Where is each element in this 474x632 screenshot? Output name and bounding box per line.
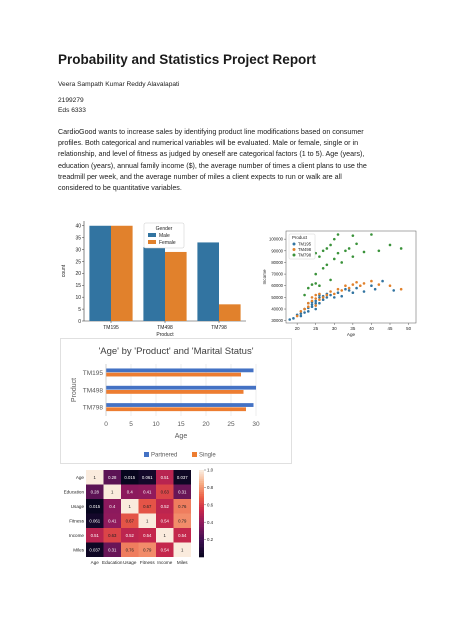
legend-label: TM195 (298, 241, 312, 247)
point-tm195 (374, 288, 377, 291)
column-label: Fitness (139, 560, 155, 565)
course-code: Eds 6333 (58, 107, 86, 114)
colorbar-segment (199, 479, 204, 481)
colorbar-segment (199, 535, 204, 537)
colorbar-segment (199, 529, 204, 531)
point-tm195 (322, 298, 325, 301)
cell-label: 0.015 (124, 474, 136, 480)
legend-label: TM798 (298, 252, 312, 258)
legend-swatch (148, 233, 156, 237)
row-label: Usage (70, 503, 84, 509)
paragraph-line: considered to be quantitative variables. (58, 184, 182, 193)
colorbar-segment (199, 533, 204, 535)
x-tick-label: 20 (294, 326, 300, 331)
age-marital-bar-chart (60, 338, 292, 464)
x-axis-title: Age (346, 332, 356, 337)
y-tick-label: 5 (78, 306, 81, 313)
x-axis-title: Age (174, 433, 188, 440)
y-tick-label: 35 (75, 235, 81, 242)
x-tick-label: 25 (227, 421, 235, 428)
point-tm195 (300, 312, 303, 315)
cell-label: 0.52 (160, 503, 169, 509)
column-label: Income (157, 560, 173, 565)
bar-partnered (106, 386, 256, 390)
colorbar-segment (199, 514, 204, 516)
point-tm195 (314, 300, 317, 303)
point-tm195 (318, 302, 321, 305)
cell-label: 0.31 (108, 547, 117, 553)
point-tm798 (344, 249, 347, 252)
point-tm498 (363, 282, 366, 285)
cell-label: 0.52 (125, 532, 134, 538)
x-tick-label: TM195 (103, 325, 119, 331)
point-tm498 (344, 284, 347, 287)
correlation-heatmap (58, 466, 230, 576)
colorbar-segment (199, 550, 204, 552)
x-tick-label: 30 (252, 421, 260, 428)
colorbar-segment (199, 477, 204, 479)
bar-partnered (106, 368, 254, 372)
point-tm498 (318, 298, 321, 301)
y-tick-label: 20 (75, 271, 81, 278)
column-label: Usage (123, 560, 137, 565)
y-tick-label: 10 (75, 294, 81, 301)
bar-single (106, 407, 246, 411)
point-tm798 (318, 255, 321, 258)
cell-label: 0.54 (143, 532, 152, 538)
cell-label: 0.28 (108, 474, 117, 480)
point-tm195 (352, 291, 355, 294)
point-tm195 (288, 318, 291, 321)
colorbar-segment (199, 483, 204, 485)
point-tm498 (318, 293, 321, 296)
legend-label: Partnered (151, 452, 178, 459)
colorbar-segment (199, 548, 204, 550)
legend-label: Female (159, 240, 176, 246)
colorbar-segment (199, 485, 204, 487)
cell-label: 0.79 (178, 518, 187, 524)
x-tick-label: 25 (313, 326, 319, 331)
point-tm195 (337, 291, 340, 294)
colorbar-segment (199, 490, 204, 492)
bar-single (106, 373, 241, 377)
point-tm798 (337, 252, 340, 255)
point-tm195 (300, 315, 303, 318)
column-label: Age (90, 560, 99, 565)
colorbar-segment (199, 546, 204, 548)
y-tick-label: 25 (75, 259, 81, 266)
colorbar-segment (199, 492, 204, 494)
x-tick-label: 40 (368, 326, 374, 331)
point-tm498 (322, 296, 325, 299)
bar-female (165, 252, 187, 321)
y-tick-label: 80000 (271, 259, 283, 265)
point-tm798 (307, 287, 310, 290)
point-tm195 (292, 317, 295, 320)
cell-label: 0.015 (89, 503, 101, 509)
paragraph-line: CardioGood wants to increase sales by identifying product line modifications based on consumer (58, 128, 364, 136)
point-tm498 (359, 284, 362, 287)
point-tm798 (326, 263, 329, 266)
cell-label: 0.76 (178, 503, 187, 509)
point-tm498 (389, 284, 392, 287)
y-tick-label: 15 (75, 283, 81, 290)
point-tm798 (337, 233, 340, 236)
point-tm498 (300, 310, 303, 313)
colorbar-segment (199, 520, 204, 522)
colorbar-segment (199, 470, 204, 472)
point-tm498 (333, 293, 336, 296)
colorbar-segment (199, 522, 204, 524)
colorbar-segment (199, 542, 204, 544)
y-tick-label: 0 (78, 318, 81, 325)
cell-label: 1 (181, 547, 184, 553)
colorbar-segment (199, 518, 204, 520)
paragraph-line: treadmill per week, and the average number of miles a client expects to run or walk are all (58, 172, 342, 181)
point-tm498 (400, 288, 403, 291)
point-tm195 (381, 280, 384, 283)
student-id: 2199279 (58, 97, 84, 104)
colorbar-label: 0.4 (207, 519, 214, 525)
legend-label: TM498 (298, 247, 312, 252)
cell-label: 0.76 (125, 547, 134, 553)
cell-label: 1 (128, 503, 131, 509)
colorbar-segment (199, 487, 204, 489)
point-tm195 (307, 310, 310, 313)
point-tm195 (363, 290, 366, 293)
x-tick-label: 50 (406, 326, 412, 331)
chart-border (61, 339, 292, 464)
point-tm498 (348, 287, 351, 290)
point-tm195 (303, 311, 306, 314)
cell-label: 1 (111, 489, 114, 495)
bar-male (143, 247, 165, 321)
colorbar-segment (199, 537, 204, 539)
point-tm798 (389, 244, 392, 247)
point-tm798 (363, 251, 366, 254)
colorbar-segment (199, 531, 204, 533)
colorbar-segment (199, 474, 204, 476)
colorbar-label: 1.0 (207, 467, 214, 473)
point-tm798 (314, 273, 317, 276)
point-tm798 (352, 255, 355, 258)
y-tick-label: 40 (75, 223, 81, 230)
legend-marker (293, 248, 296, 251)
y-tick-label: 50000 (271, 294, 283, 300)
point-tm498 (303, 308, 306, 311)
colorbar-segment (199, 507, 204, 509)
bar-single (106, 390, 244, 394)
point-tm195 (355, 287, 358, 290)
cell-label: 0.41 (108, 518, 117, 524)
point-tm498 (314, 294, 317, 297)
cell-label: 0.63 (160, 489, 169, 495)
legend-title: Product (292, 235, 308, 240)
row-label: Income (68, 532, 84, 538)
cell-label: 0.79 (143, 547, 152, 553)
intro-paragraph (58, 127, 418, 194)
x-tick-label: 20 (202, 421, 210, 428)
y-tick-label: TM195 (82, 370, 103, 378)
x-tick-label: TM498 (157, 325, 173, 331)
point-tm798 (322, 249, 325, 252)
colorbar-label: 0.2 (207, 537, 214, 543)
x-tick-label: TM798 (211, 325, 227, 331)
point-tm798 (400, 247, 403, 250)
y-tick-label: 30 (75, 247, 81, 254)
y-tick-label: 90000 (271, 248, 283, 254)
x-axis-title: Product (156, 332, 174, 338)
bar-female (219, 304, 241, 321)
point-tm195 (326, 296, 329, 299)
chart-title: 'Age' by 'Product' and 'Marital Status' (98, 346, 254, 357)
cell-label: 0.54 (160, 518, 169, 524)
bar-female (111, 226, 133, 321)
y-tick-label: 70000 (271, 271, 283, 277)
cell-label: 1 (163, 532, 166, 538)
row-label: Fitness (69, 518, 84, 524)
point-tm798 (355, 243, 358, 246)
point-tm195 (340, 295, 343, 298)
point-tm798 (352, 234, 355, 237)
x-tick-label: 35 (350, 326, 356, 331)
page-title: Probability and Statistics Project Report (58, 52, 317, 67)
colorbar-segment (199, 472, 204, 474)
y-tick-label: 30000 (271, 318, 283, 324)
point-tm498 (378, 283, 381, 286)
x-tick-label: 30 (331, 326, 337, 331)
point-tm798 (326, 247, 329, 250)
cell-label: 1 (93, 474, 96, 480)
colorbar-segment (199, 553, 204, 555)
point-tm498 (337, 288, 340, 291)
y-tick-label: 60000 (271, 283, 283, 289)
x-tick-label: 45 (387, 326, 393, 331)
point-tm798 (311, 283, 314, 286)
cell-label: 0.51 (160, 474, 169, 480)
point-tm195 (348, 289, 351, 292)
x-tick-label: 0 (104, 421, 108, 428)
point-tm798 (318, 284, 321, 287)
cell-label: 0.63 (108, 532, 117, 538)
point-tm498 (314, 304, 317, 307)
point-tm798 (333, 258, 336, 261)
legend-marker (293, 243, 296, 246)
cell-label: 0.51 (90, 532, 99, 538)
colorbar-segment (199, 481, 204, 483)
point-tm195 (329, 294, 332, 297)
colorbar-segment (199, 509, 204, 511)
y-tick-label: 40000 (271, 306, 283, 312)
point-tm498 (326, 294, 329, 297)
point-tm498 (314, 297, 317, 300)
point-tm195 (314, 302, 317, 305)
x-tick-label: 15 (177, 421, 185, 428)
colorbar-segment (199, 500, 204, 502)
bar-male (197, 242, 219, 321)
bar-male (89, 226, 111, 321)
point-tm195 (392, 289, 395, 292)
legend-label: Male (159, 233, 170, 239)
cell-label: 0.31 (178, 489, 187, 495)
point-tm798 (370, 233, 373, 236)
row-label: Miles (73, 547, 84, 553)
colorbar-segment (199, 494, 204, 496)
colorbar-segment (199, 516, 204, 518)
paragraph-line: education (years), annual family income ($), the average number of times a client plans to use the (58, 161, 367, 170)
point-tm798 (340, 261, 343, 264)
y-axis-title: count (61, 264, 67, 278)
point-tm195 (333, 296, 336, 299)
cell-label: 0.67 (143, 503, 152, 509)
point-tm798 (348, 247, 351, 250)
point-tm798 (322, 267, 325, 270)
colorbar-segment (199, 555, 204, 557)
colorbar-segment (199, 527, 204, 529)
gender-count-bar-chart (58, 217, 254, 343)
x-tick-label: 10 (152, 421, 160, 428)
point-tm195 (311, 303, 314, 306)
bar-partnered (106, 403, 254, 407)
point-tm498 (296, 315, 299, 318)
point-tm195 (314, 308, 317, 311)
legend-swatch (192, 452, 197, 457)
point-tm798 (329, 244, 332, 247)
cell-label: 0.4 (109, 503, 116, 509)
cell-label: 0.67 (125, 518, 134, 524)
column-label: Education (102, 560, 123, 565)
colorbar-segment (199, 498, 204, 500)
column-label: Miles (176, 560, 188, 565)
point-tm798 (333, 238, 336, 241)
y-tick-label: TM798 (82, 404, 103, 412)
point-tm498 (340, 289, 343, 292)
y-tick-label: 100000 (269, 236, 283, 242)
point-tm798 (378, 249, 381, 252)
colorbar-label: 0.6 (207, 502, 214, 508)
colorbar-segment (199, 524, 204, 526)
colorbar-segment (199, 511, 204, 513)
cell-label: 0.4 (126, 489, 133, 495)
point-tm498 (311, 300, 314, 303)
point-tm798 (314, 282, 317, 285)
point-tm798 (303, 294, 306, 297)
point-tm195 (344, 288, 347, 291)
cell-label: 0.061 (89, 518, 101, 524)
legend-title: Gender (155, 226, 173, 232)
x-tick-label: 5 (129, 421, 133, 428)
cell-label: 0.061 (141, 474, 153, 480)
paragraph-line: profiles. Both categorical and numerical variables will be evaluated. Male or female, single or in (58, 139, 359, 148)
cell-label: 0.037 (89, 547, 101, 553)
row-label: Education (63, 489, 84, 495)
cell-label: 0.037 (176, 474, 188, 480)
colorbar-segment (199, 544, 204, 546)
point-tm498 (355, 281, 358, 284)
point-tm195 (311, 305, 314, 308)
point-tm195 (318, 296, 321, 299)
colorbar-segment (199, 505, 204, 507)
cell-label: 0.54 (160, 547, 169, 553)
point-tm498 (352, 283, 355, 286)
cell-label: 0.28 (90, 489, 99, 495)
legend-label: Single (199, 452, 216, 459)
legend-marker (293, 254, 296, 257)
cell-label: 0.41 (143, 489, 152, 495)
age-income-scatter-plot (262, 229, 420, 345)
cell-label: 1 (146, 518, 149, 524)
point-tm195 (370, 284, 373, 287)
legend-swatch (144, 452, 149, 457)
paragraph-line: relationship, and level of fitness as judged by oneself are categorical factors (1 to 5). Age (years), (58, 150, 365, 159)
point-tm498 (311, 296, 314, 299)
point-tm498 (307, 302, 310, 305)
y-axis-title: Product (71, 377, 78, 403)
colorbar-segment (199, 503, 204, 505)
y-tick-label: TM498 (82, 387, 103, 395)
colorbar-segment (199, 540, 204, 542)
colorbar-segment (199, 496, 204, 498)
author-name: Veera Sampath Kumar Reddy Alavalapati (58, 81, 180, 88)
cell-label: 0.54 (178, 532, 187, 538)
point-tm798 (329, 279, 332, 282)
colorbar-label: 0.8 (207, 485, 214, 490)
point-tm498 (329, 290, 332, 293)
legend-swatch (148, 240, 156, 244)
row-label: Age (75, 474, 84, 480)
y-axis-title: Income (262, 269, 267, 285)
point-tm498 (370, 280, 373, 283)
point-tm498 (307, 305, 310, 308)
